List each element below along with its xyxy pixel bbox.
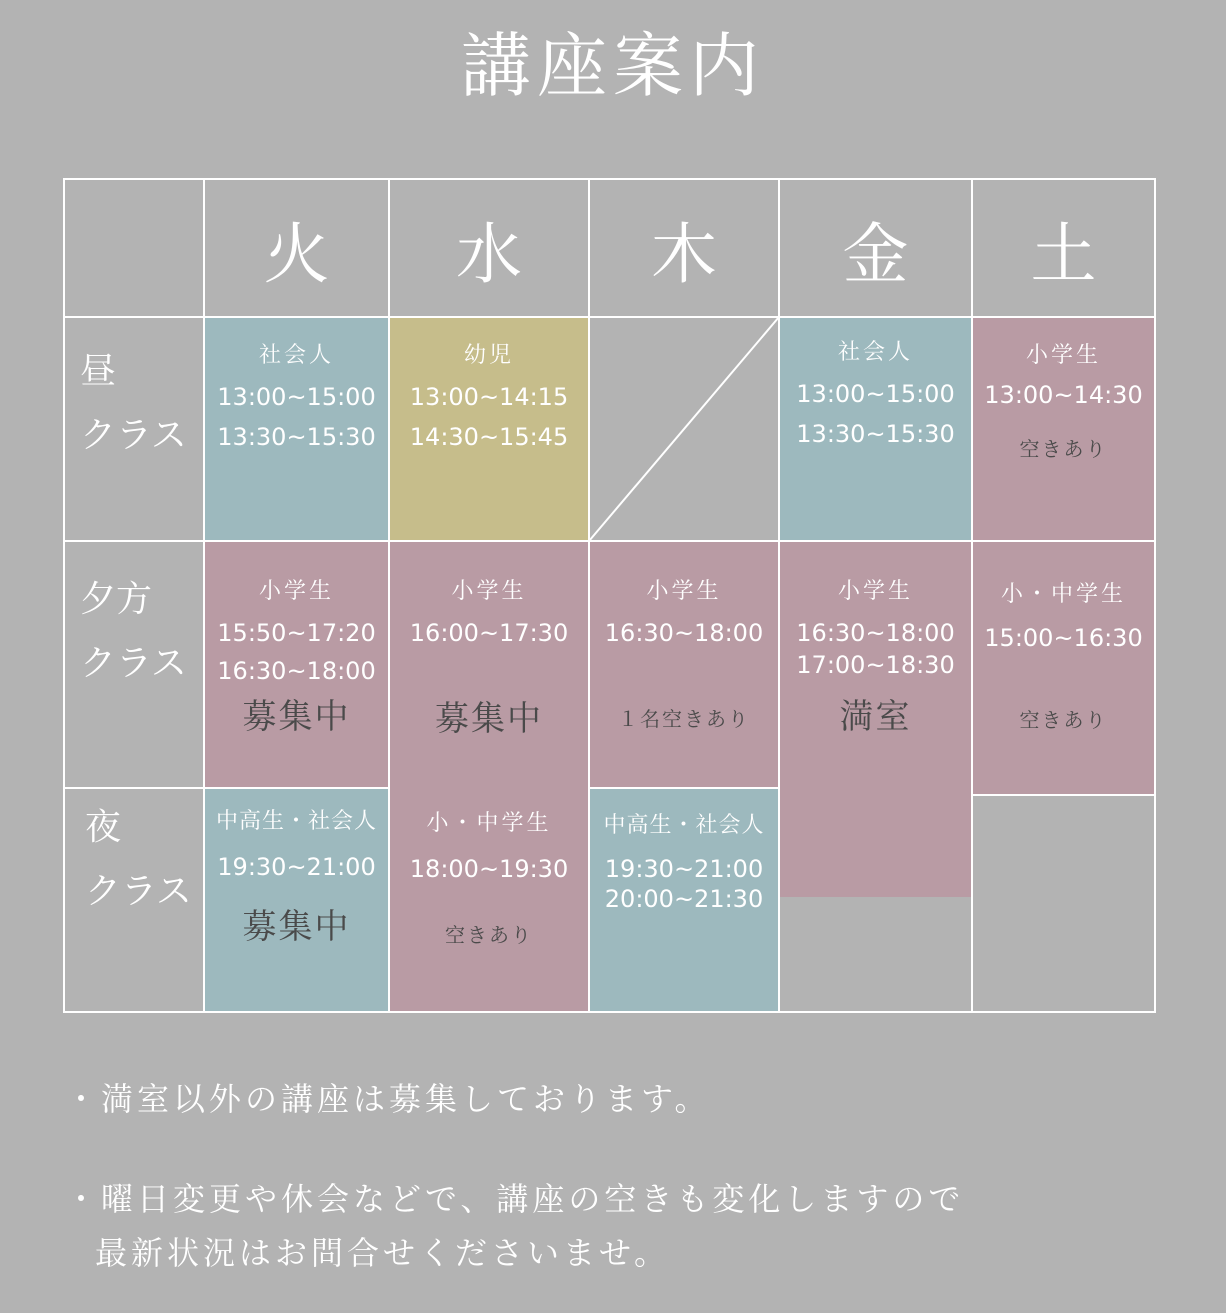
class-category: 中高生・社会人 xyxy=(215,809,377,834)
class-time: 20:00~21:30 xyxy=(604,885,764,913)
class-category: 社会人 xyxy=(258,343,334,368)
class-category: 小・中学生 xyxy=(1000,582,1126,607)
class-status: １名空きあり xyxy=(618,707,750,731)
class-time: 14:30~15:45 xyxy=(409,423,569,451)
class-cell-thu-night xyxy=(589,808,779,913)
class-time: 13:00~14:30 xyxy=(984,381,1143,409)
class-time: 13:00~15:00 xyxy=(796,380,955,408)
class-time: 19:30~21:00 xyxy=(604,855,764,883)
no-class-diagonal xyxy=(589,317,779,541)
day-header-tue: 火 xyxy=(263,216,330,293)
class-category: 小・中学生 xyxy=(426,811,552,836)
table-border-left xyxy=(63,178,65,1013)
class-cell-sat-eve xyxy=(972,577,1155,733)
row-label-line2: クラス xyxy=(80,643,187,684)
note-contact: 最新状況はお問合せくださいませ。 xyxy=(95,1234,671,1272)
row-divider xyxy=(63,787,390,789)
class-status: 募集中 xyxy=(435,699,543,739)
class-category: 小学生 xyxy=(646,579,722,604)
class-cell-tue-day xyxy=(204,338,389,451)
class-time: 15:00~16:30 xyxy=(984,624,1143,652)
class-time: 19:30~21:00 xyxy=(217,853,376,881)
class-time: 16:00~17:30 xyxy=(409,619,569,647)
class-category: 社会人 xyxy=(837,340,913,365)
row-divider xyxy=(971,794,1156,796)
class-cell-fri-eve xyxy=(779,574,972,738)
class-time: 17:00~18:30 xyxy=(796,651,955,679)
class-cell-tue-eve xyxy=(204,574,389,738)
class-status: 空きあり xyxy=(445,923,533,947)
class-time: 16:30~18:00 xyxy=(796,619,955,647)
class-time: 18:00~19:30 xyxy=(409,855,569,883)
note-availability-change: ・曜日変更や休会などで、講座の空きも変化しますので xyxy=(65,1180,965,1218)
row-label-night xyxy=(85,796,192,924)
class-cell-fri-day xyxy=(779,335,972,448)
class-cell-wed-night xyxy=(389,806,589,948)
class-category: 小学生 xyxy=(451,579,527,604)
class-status: 募集中 xyxy=(242,697,351,737)
row-divider xyxy=(588,787,780,789)
day-header-sat: 土 xyxy=(1030,216,1097,293)
class-time: 15:50~17:20 xyxy=(217,619,376,647)
class-status: 満室 xyxy=(839,697,912,737)
day-header-fri: 金 xyxy=(842,216,909,293)
row-label-evening xyxy=(80,568,187,696)
class-category: 小学生 xyxy=(1025,343,1101,368)
row-label-line2: クラス xyxy=(85,871,192,912)
page-title: 講座案内 xyxy=(461,25,765,107)
note-recruiting: ・満室以外の講座は募集しております。 xyxy=(65,1080,711,1118)
table-border-bottom xyxy=(63,1011,1156,1013)
class-cell-wed-day xyxy=(389,338,589,451)
class-cell-thu-eve xyxy=(589,574,779,732)
class-category: 小学生 xyxy=(258,579,334,604)
class-cell-tue-night xyxy=(204,804,389,948)
row-label-line1: 夜 xyxy=(85,807,122,848)
class-status: 空きあり xyxy=(1019,708,1108,732)
class-category: 小学生 xyxy=(837,579,913,604)
class-time: 16:30~18:00 xyxy=(217,657,376,685)
class-status: 募集中 xyxy=(242,907,351,947)
class-time: 13:30~15:30 xyxy=(796,420,955,448)
class-category: 中高生・社会人 xyxy=(603,813,765,838)
row-label-line2: クラス xyxy=(80,415,187,456)
class-cell-sat-day xyxy=(972,338,1155,462)
class-time: 13:00~15:00 xyxy=(217,383,376,411)
class-cell-wed-eve xyxy=(389,574,589,740)
class-time: 16:30~18:00 xyxy=(604,619,764,647)
class-status: 空きあり xyxy=(1019,437,1108,461)
day-header-thu: 木 xyxy=(651,216,717,293)
row-label-line1: 昼 xyxy=(80,351,117,392)
class-category: 幼児 xyxy=(463,343,514,368)
row-label-day xyxy=(80,340,187,468)
class-time: 13:30~15:30 xyxy=(217,423,376,451)
row-label-line1: 夕方 xyxy=(80,579,153,620)
day-header-wed: 水 xyxy=(456,216,522,293)
class-time: 13:00~14:15 xyxy=(409,383,569,411)
